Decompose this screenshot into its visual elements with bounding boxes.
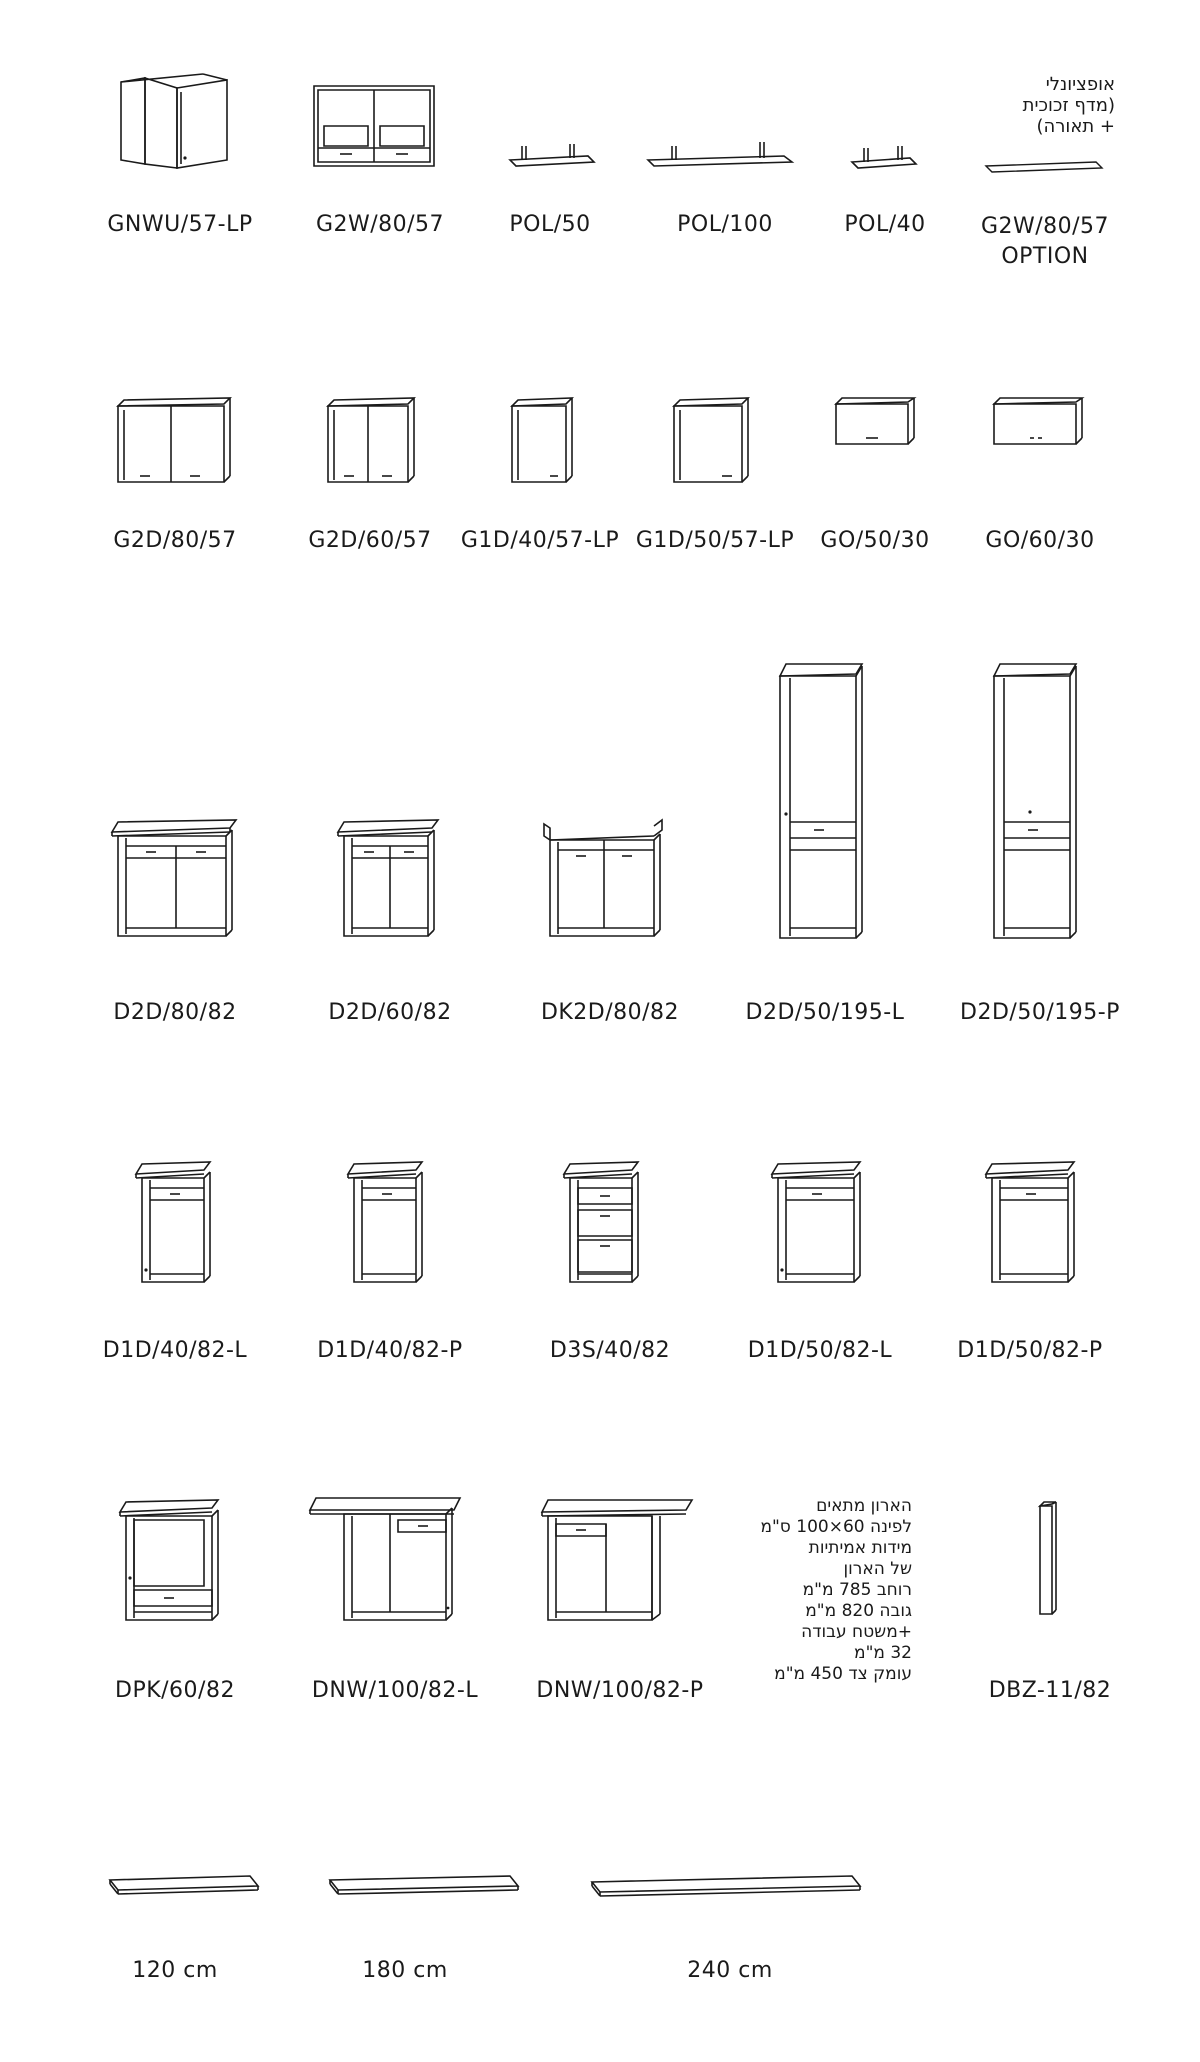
item-code: GO/60/30 bbox=[985, 528, 1095, 553]
drawer-cabinet-icon bbox=[562, 1160, 642, 1292]
item-code: DPK/60/82 bbox=[115, 1678, 235, 1703]
corner-base-cabinet-icon bbox=[540, 1498, 700, 1628]
end-panel-icon bbox=[1036, 1500, 1062, 1620]
item-code: DNW/100/82-L bbox=[311, 1678, 479, 1703]
glass-wall-cabinet-icon bbox=[310, 80, 440, 172]
wall-cabinet-2-door-icon bbox=[112, 396, 236, 486]
base-cabinet-1-door-icon bbox=[984, 1160, 1078, 1292]
item-code: POL/100 bbox=[677, 212, 773, 237]
worktop-icon bbox=[326, 1872, 526, 1902]
corner-cabinet-note: הארון מתאים לפינה 60×100 ס"מ מידות אמיתיות של הארון רוחב 785 מ"מ גובה 820 מ"מ +משטח עבודה 32 מ"מ עומק צד 450 מ"מ bbox=[760, 1496, 912, 1684]
tall-cabinet-icon bbox=[990, 660, 1086, 948]
shelf-icon bbox=[508, 138, 598, 174]
wall-cabinet-1-door-icon bbox=[508, 396, 578, 486]
item-code: G2D/60/57 bbox=[308, 528, 432, 553]
item-code: POL/40 bbox=[844, 212, 926, 237]
worktop-length: 240 cm bbox=[687, 1958, 773, 1983]
worktop-icon bbox=[588, 1872, 868, 1902]
base-cabinet-1-door-icon bbox=[770, 1160, 864, 1292]
item-code: D1D/50/82-L bbox=[747, 1338, 893, 1363]
corner-wall-cabinet-icon bbox=[115, 72, 235, 172]
item-code: DBZ-11/82 bbox=[988, 1678, 1112, 1703]
item-code: D1D/50/82-P bbox=[957, 1338, 1103, 1363]
sink-cabinet-icon bbox=[542, 818, 672, 948]
item-code: DNW/100/82-P bbox=[536, 1678, 704, 1703]
item-code: D2D/50/195-L bbox=[745, 1000, 905, 1025]
hood-cabinet-icon bbox=[832, 396, 918, 448]
item-code: GNWU/57-LP bbox=[107, 212, 253, 237]
hood-cabinet-icon bbox=[990, 396, 1086, 448]
tall-cabinet-icon bbox=[776, 660, 872, 948]
item-code: D1D/40/82-L bbox=[102, 1338, 248, 1363]
worktop-length: 180 cm bbox=[362, 1958, 448, 1983]
wall-cabinet-2-door-icon bbox=[322, 396, 418, 486]
oven-cabinet-icon bbox=[118, 1498, 224, 1628]
corner-base-cabinet-icon bbox=[308, 1494, 468, 1628]
base-cabinet-1-door-icon bbox=[346, 1160, 426, 1292]
wall-cabinet-1-door-icon bbox=[670, 396, 754, 486]
item-code: G2W/80/57 bbox=[980, 214, 1110, 239]
item-code: D2D/60/82 bbox=[328, 1000, 452, 1025]
item-code: D2D/50/195-P bbox=[960, 1000, 1120, 1025]
base-cabinet-1-door-icon bbox=[134, 1160, 214, 1292]
glass-shelf-icon bbox=[984, 156, 1106, 176]
item-code: POL/50 bbox=[509, 212, 591, 237]
worktop-length: 120 cm bbox=[132, 1958, 218, 1983]
item-code: G1D/40/57-LP bbox=[460, 528, 620, 553]
worktop-icon bbox=[106, 1872, 266, 1902]
base-cabinet-2-door-icon bbox=[110, 818, 240, 948]
item-code: D1D/40/82-P bbox=[317, 1338, 463, 1363]
item-code: D3S/40/82 bbox=[549, 1338, 671, 1363]
item-code: G1D/50/57-LP bbox=[635, 528, 795, 553]
shelf-icon bbox=[850, 140, 920, 174]
item-code: GO/50/30 bbox=[820, 528, 930, 553]
shelf-icon bbox=[646, 138, 796, 174]
item-code: G2D/80/57 bbox=[113, 528, 237, 553]
option-label: OPTION bbox=[1001, 244, 1089, 269]
option-note: אופציונלי (מדף זכוכית + תאורה) bbox=[1022, 74, 1115, 137]
base-cabinet-2-door-icon bbox=[336, 818, 442, 948]
item-code: G2W/80/57 bbox=[315, 212, 445, 237]
item-code: D2D/80/82 bbox=[113, 1000, 237, 1025]
item-code: DK2D/80/82 bbox=[540, 1000, 680, 1025]
